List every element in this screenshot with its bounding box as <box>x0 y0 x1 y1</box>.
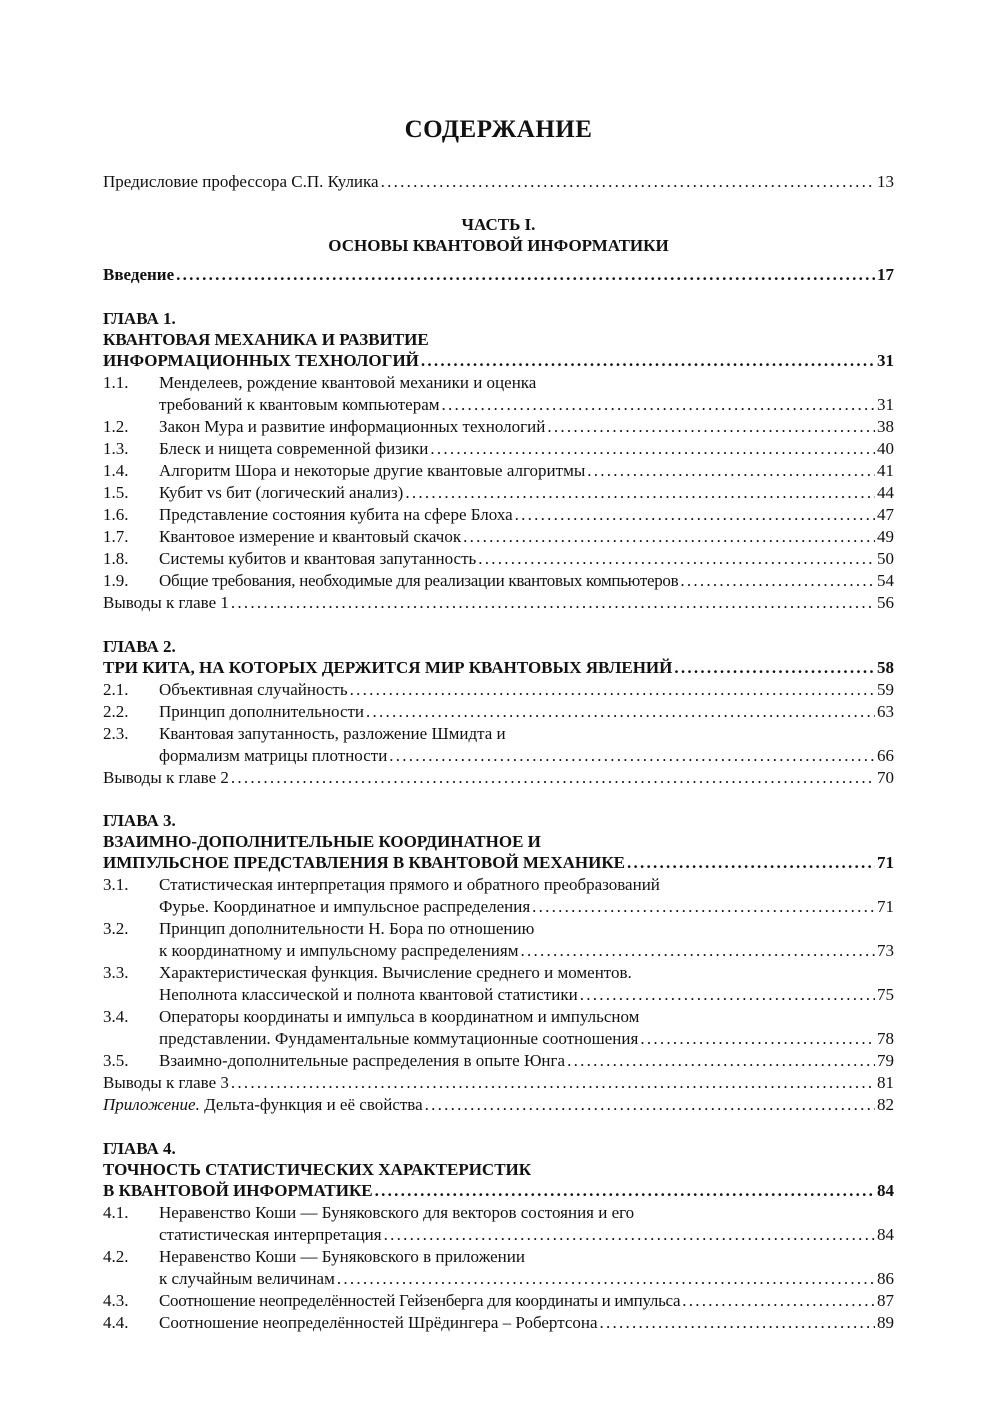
toc-entry[interactable]: 3.4. Операторы координаты и импульса в координатном и импульсном <box>103 1007 640 1026</box>
toc-entry[interactable]: 1.2. Закон Мура и развитие информационных технологий . . . 38 <box>103 416 894 438</box>
toc-entry-conclusion[interactable]: Выводы к главе 2 . . . 70 <box>103 767 894 789</box>
toc-entry-continued[interactable]: формализм матрицы плотности . . . 66 <box>103 745 950 767</box>
toc-entry[interactable]: 3.3. Характеристическая функция. Вычисление среднего и моментов. <box>103 963 632 982</box>
toc-entry[interactable]: 1.9. Общие требования, необходимые для реализации квантовых компьютеров . . . 54 <box>103 570 894 592</box>
toc-entry-appendix[interactable]: Приложение. Дельта-функция и её свойства . . . 82 <box>103 1094 894 1116</box>
chapter-title-entry[interactable]: ИНФОРМАЦИОННЫХ ТЕХНОЛОГИЙ . . . 31 <box>103 350 894 372</box>
toc-entry[interactable]: 1.1. Менделеев, рождение квантовой механики и оценка <box>103 373 537 392</box>
toc-entry[interactable]: 1.8. Системы кубитов и квантовая запутанность . . . 50 <box>103 548 894 570</box>
toc-entry-continued[interactable]: статистическая интерпретация . . . 84 <box>103 1224 950 1246</box>
page-title: СОДЕРЖАНИЕ <box>404 116 593 143</box>
toc-entry[interactable]: 4.4. Соотношение неопределённостей Шрёдингера – Робертсона . . . 89 <box>103 1312 894 1334</box>
chapter-title: КВАНТОВАЯ МЕХАНИКА И РАЗВИТИЕ <box>103 330 429 349</box>
chapter-title-entry[interactable]: ИМПУЛЬСНОЕ ПРЕДСТАВЛЕНИЯ В КВАНТОВОЙ МЕХАНИКЕ . . . 71 <box>103 852 894 874</box>
toc-entry[interactable]: 1.7. Квантовое измерение и квантовый скачок . . . 49 <box>103 526 894 548</box>
toc-entry-conclusion[interactable]: Выводы к главе 3 . . . 81 <box>103 1072 894 1094</box>
toc-entry-intro[interactable]: Введение . . . 17 <box>103 264 894 286</box>
chapter-title-entry[interactable]: В КВАНТОВОЙ ИНФОРМАТИКЕ . . . 84 <box>103 1180 894 1202</box>
toc-entry-continued[interactable]: Неполнота классической и полнота квантовой статистики . . . 75 <box>103 984 950 1006</box>
toc-entry[interactable]: 1.4. Алгоритм Шора и некоторые другие квантовые алгоритмы . . . 41 <box>103 460 894 482</box>
toc-entry[interactable]: 1.3. Блеск и нищета современной физики . . . 40 <box>103 438 894 460</box>
toc-entry[interactable]: 4.3. Соотношение неопределённостей Гейзенберга для координаты и импульса . . . 87 <box>103 1290 894 1312</box>
chapter-label: ГЛАВА 4. <box>103 1139 176 1158</box>
toc-entry-conclusion[interactable]: Выводы к главе 1 . . . 56 <box>103 592 894 614</box>
chapter-title-entry[interactable]: ТРИ КИТА, НА КОТОРЫХ ДЕРЖИТСЯ МИР КВАНТОВЫХ ЯВЛЕНИЙ . . . 58 <box>103 657 894 679</box>
toc-entry[interactable]: 3.1. Статистическая интерпретация прямого и обратного преобразований <box>103 875 660 894</box>
toc-entry-continued[interactable]: к случайным величинам . . . 86 <box>103 1268 950 1290</box>
toc-entry[interactable]: 1.6. Представление состояния кубита на сфере Блоха . . . 47 <box>103 504 894 526</box>
toc-entry[interactable]: 3.2. Принцип дополнительности Н. Бора по отношению <box>103 919 535 938</box>
chapter-title: ВЗАИМНО-ДОПОЛНИТЕЛЬНЫЕ КООРДИНАТНОЕ И <box>103 832 541 851</box>
toc-entry[interactable]: 2.2. Принцип дополнительности . . . 63 <box>103 701 894 723</box>
toc-entry-continued[interactable]: к координатному и импульсному распределениям . . . 73 <box>103 940 950 962</box>
toc-entry[interactable]: 4.1. Неравенство Коши — Буняковского для векторов состояния и его <box>103 1203 635 1222</box>
toc-entry[interactable]: 1.5. Кубит vs бит (логический анализ) . . . 44 <box>103 482 894 504</box>
toc-entry[interactable]: 2.1. Объективная случайность . . . 59 <box>103 679 894 701</box>
toc-entry-continued[interactable]: Фурье. Координатное и импульсное распределения . . . 71 <box>103 896 950 918</box>
toc-entry-continued[interactable]: требований к квантовым компьютерам . . . 31 <box>103 394 950 416</box>
part-title: ОСНОВЫ КВАНТОВОЙ ИНФОРМАТИКИ <box>328 236 669 255</box>
chapter-title: ТОЧНОСТЬ СТАТИСТИЧЕСКИХ ХАРАКТЕРИСТИК <box>103 1160 532 1179</box>
chapter-label: ГЛАВА 1. <box>103 309 176 328</box>
chapter-label: ГЛАВА 2. <box>103 637 176 656</box>
toc-entry[interactable]: 2.3. Квантовая запутанность, разложение Шмидта и <box>103 724 506 743</box>
toc-entry[interactable]: 4.2. Неравенство Коши — Буняковского в приложении <box>103 1247 525 1266</box>
toc-entry-continued[interactable]: представлении. Фундаментальные коммутационные соотношения . . . 78 <box>103 1028 950 1050</box>
toc-entry-preface[interactable]: Предисловие профессора С.П. Кулика . . . 13 <box>103 171 894 193</box>
toc-entry[interactable]: 3.5. Взаимно-дополнительные распределения в опыте Юнга . . . 79 <box>103 1050 894 1072</box>
chapter-label: ГЛАВА 3. <box>103 811 176 830</box>
part-label: ЧАСТЬ I. <box>461 215 536 234</box>
